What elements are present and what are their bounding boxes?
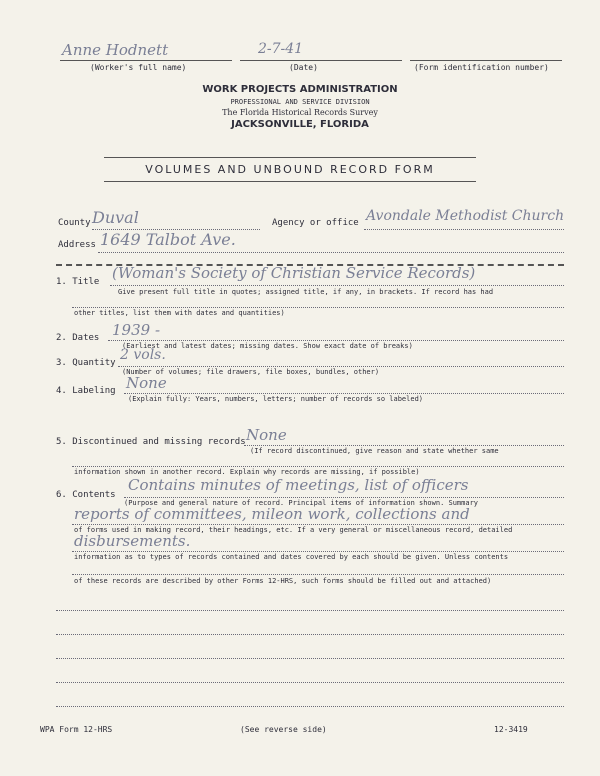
labeling-value: None [126, 374, 167, 392]
worker-name-line [60, 60, 232, 61]
contents-note-2: of forms used in making record, their headings, etc. If a very general or miscellaneous record, detailed [74, 526, 513, 534]
blank-line [56, 706, 564, 707]
county-value: Duval [92, 208, 139, 227]
form-title: VOLUMES AND UNBOUND RECORD FORM [145, 163, 435, 176]
dates-line [108, 340, 564, 341]
dates-value: 1939 - [112, 321, 161, 339]
blank-line [56, 610, 564, 611]
labeling-label: 4. Labeling [56, 386, 116, 396]
quantity-line [118, 366, 564, 367]
contents-line-4 [72, 574, 564, 575]
form-id-label: (Form identification number) [414, 63, 549, 72]
contents-label: 6. Contents [56, 490, 116, 500]
date-line [240, 60, 402, 61]
discontinued-value: None [246, 426, 287, 444]
agency-line1: WORK PROJECTS ADMINISTRATION [202, 84, 398, 95]
contents-value-2: reports of committees, mileon work, collections and [74, 505, 470, 523]
title-line-2 [72, 307, 564, 308]
county-label: County [58, 218, 91, 228]
dates-label: 2. Dates [56, 333, 100, 343]
worker-name: Anne Hodnett [62, 41, 169, 59]
discontinued-note-1: (If record discontinued, give reason and state whether same [250, 447, 499, 455]
contents-value-3: disbursements. [74, 532, 191, 550]
dates-note: (Earliest and latest dates; missing dates. Show exact date of breaks) [122, 342, 413, 350]
agency-office-line [364, 229, 564, 230]
contents-line-1 [124, 497, 564, 498]
title-note-2: other titles, list them with dates and quantities) [74, 309, 285, 317]
labeling-line [124, 393, 564, 394]
discontinued-note-2: information shown in another record. Explain why records are missing, if possible) [74, 468, 420, 476]
address-label: Address [58, 240, 96, 250]
discontinued-line-2 [72, 466, 564, 467]
address-line [98, 252, 564, 253]
agency-line4: JACKSONVILLE, FLORIDA [231, 119, 369, 130]
discontinued-line [244, 445, 564, 446]
date-label: (Date) [289, 63, 318, 72]
form-id-line [410, 60, 562, 61]
discontinued-label: 5. Discontinued and missing records [56, 437, 246, 447]
blank-line [56, 658, 564, 659]
title-rule-bottom [104, 181, 476, 182]
agency-line3: The Florida Historical Records Survey [222, 108, 378, 117]
quantity-note: (Number of volumes; file drawers, file boxes, bundles, other) [122, 368, 380, 376]
contents-note-1: (Purpose and general nature of record. Principal items of information shown. Summary [124, 499, 479, 507]
title-line [110, 285, 564, 286]
footer-code: 12-3419 [494, 725, 528, 734]
contents-line-3 [72, 551, 564, 552]
blank-line [56, 634, 564, 635]
form-date: 2-7-41 [258, 41, 304, 57]
quantity-value: 2 vols. [120, 347, 166, 363]
quantity-label: 3. Quantity [56, 358, 116, 368]
agency-line2: PROFESSIONAL AND SERVICE DIVISION [230, 98, 370, 106]
address-value: 1649 Talbot Ave. [100, 230, 236, 249]
reverse-side-note: (See reverse side) [240, 725, 327, 734]
title-value: (Woman's Society of Christian Service Records) [112, 264, 476, 282]
title-label: 1. Title [56, 277, 100, 287]
form-number: WPA Form 12-HRS [40, 725, 113, 734]
title-note-1: Give present full title in quotes; assigned title, if any, in brackets. If record has had [118, 288, 494, 296]
labeling-note: (Explain fully: Years, numbers, letters; number of records so labeled) [128, 395, 424, 403]
title-rule-top [104, 157, 476, 158]
blank-line [56, 682, 564, 683]
contents-note-4: of these records are described by other Forms 12-HRS, such forms should be filled out and attached) [74, 577, 492, 585]
worker-label: (Worker's full name) [90, 63, 187, 72]
agency-office-label: Agency or office [272, 218, 359, 228]
contents-line-2 [72, 524, 564, 525]
contents-note-3: information as to types of records contained and dates covered by each should be given. Unless contents [74, 553, 509, 561]
agency-office-value: Avondale Methodist Church [366, 208, 565, 224]
contents-value-1: Contains minutes of meetings, list of officers [128, 476, 469, 494]
